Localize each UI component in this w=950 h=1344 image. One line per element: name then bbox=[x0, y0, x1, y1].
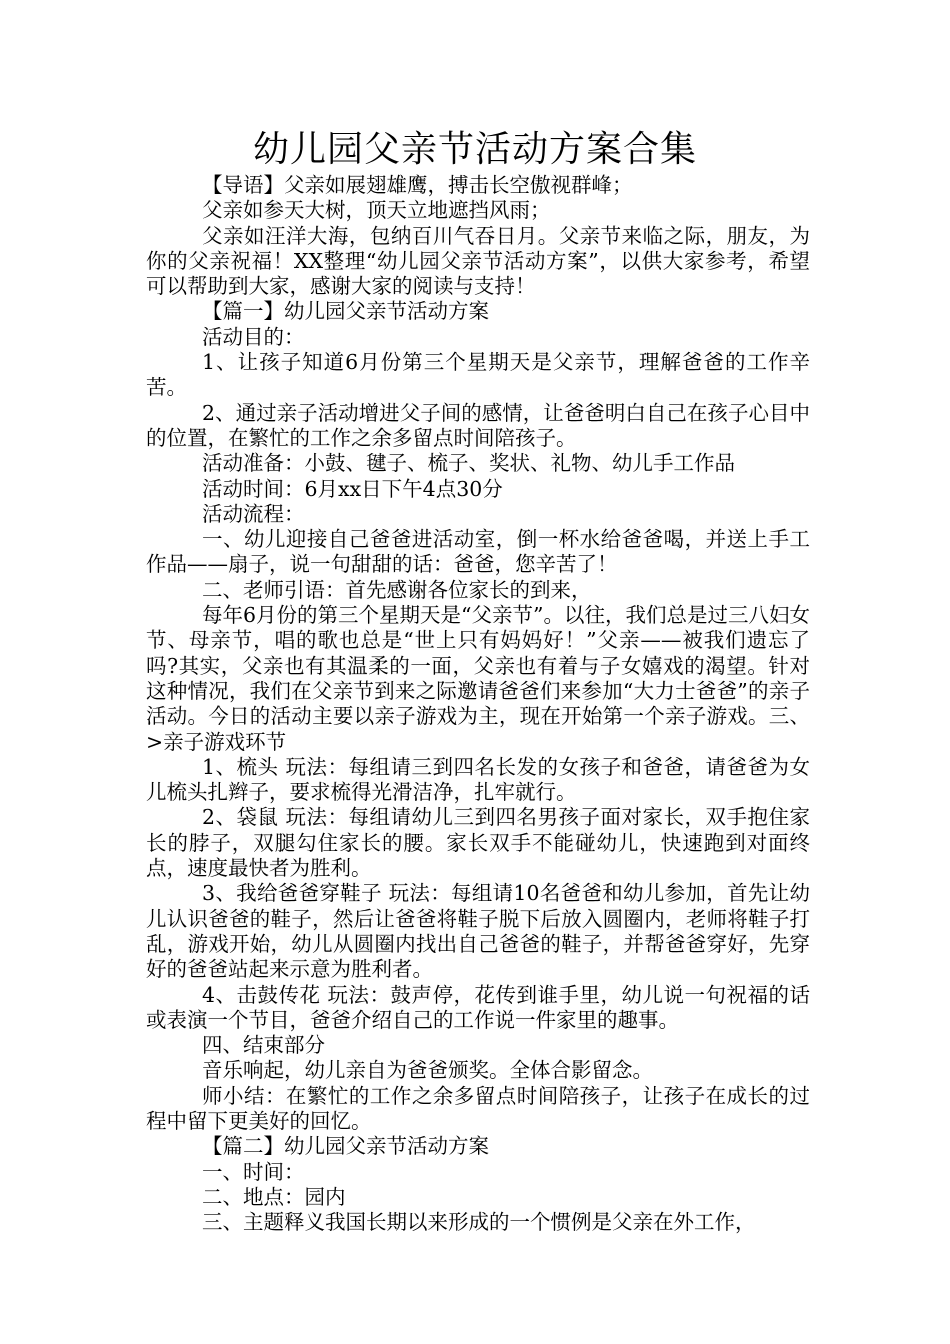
paragraph: 一、幼儿迎接自己爸爸进活动室，倒一杯水给爸爸喝，并送上手工作品——扇子，说一句甜甜的话：爸爸，您辛苦了！ bbox=[146, 527, 810, 577]
paragraph: 四、结束部分 bbox=[202, 1033, 325, 1058]
document-body bbox=[146, 173, 810, 1235]
paragraph: 师小结：在繁忙的工作之余多留点时间陪孩子，让孩子在成长的过程中留下更美好的回忆。 bbox=[146, 1083, 810, 1133]
section-heading: 【篇二】幼儿园父亲节活动方案 bbox=[202, 1134, 489, 1159]
paragraph: 二、地点：园内 bbox=[202, 1184, 346, 1209]
paragraph: 4、击鼓传花 玩法：鼓声停，花传到谁手里，幼儿说一句祝福的话或表演一个节目，爸爸介绍自己的工作说一件家里的趣事。 bbox=[146, 982, 810, 1032]
paragraph: 二、老师引语：首先感谢各位家长的到来， bbox=[202, 577, 592, 602]
section-heading: 【篇一】幼儿园父亲节活动方案 bbox=[202, 299, 489, 324]
document-title: 幼儿园父亲节活动方案合集 bbox=[252, 129, 697, 170]
intro-paragraph: 父亲如汪洋大海，包纳百川气吞日月。父亲节来临之际，朋友，为你的父亲祝福！XX整理“幼儿园父亲节活动方案”，以供大家参考，希望可以帮助到大家，感谢大家的阅读与支持！ bbox=[146, 223, 810, 299]
paragraph: 音乐响起，幼儿亲自为爸爸颁奖。全体合影留念。 bbox=[202, 1058, 653, 1083]
paragraph: 三、主题释义我国长期以来形成的一个惯例是父亲在外工作， bbox=[202, 1210, 756, 1235]
intro-paragraph: 父亲如参天大树，顶天立地遮挡风雨； bbox=[202, 198, 551, 223]
paragraph: 每年6月份的第三个星期天是“父亲节”。以往，我们总是过三八妇女节、母亲节，唱的歌也总是“世上只有妈妈好！”父亲——被我们遗忘了吗?其实，父亲也有其温柔的一面，父亲也有着与子女嬉戏的渴望。针对这种情况，我们在父亲节到来之际邀请爸爸们来参加“大力士爸爸”的亲子活动。今日的活动主要以亲子游戏为主，现在开始第一个亲子游戏。三、>亲子游戏环节 bbox=[146, 603, 811, 754]
paragraph: 3、我给爸爸穿鞋子 玩法：每组请10名爸爸和幼儿参加，首先让幼儿认识爸爸的鞋子，然后让爸爸将鞋子脱下后放入圆圈内，老师将鞋子打乱，游戏开始，幼儿从圆圈内找出自己爸爸的鞋子，并帮爸爸穿好，先穿好的爸爸站起来示意为胜利者。 bbox=[146, 881, 810, 982]
paragraph: 2、通过亲子活动增进父子间的感情，让爸爸明白自己在孩子心目中的位置，在繁忙的工作之余多留点时间陪孩子。 bbox=[146, 400, 810, 450]
paragraph: 活动时间：6月xx日下午4点30分 bbox=[202, 476, 503, 501]
paragraph: 1、梳头 玩法：每组请三到四名长发的女孩子和爸爸，请爸爸为女儿梳头扎辫子，要求梳得光滑洁净，扎牢就行。 bbox=[146, 754, 810, 805]
paragraph: 活动准备：小鼓、毽子、梳子、奖状、礼物、幼儿手工作品 bbox=[202, 451, 735, 476]
paragraph: 活动目的： bbox=[202, 324, 305, 349]
paragraph: 一、时间： bbox=[202, 1159, 305, 1184]
paragraph: 1、让孩子知道6月份第三个星期天是父亲节，理解爸爸的工作辛苦。 bbox=[146, 350, 810, 400]
paragraph: 活动流程： bbox=[202, 501, 305, 526]
paragraph: 2、袋鼠 玩法：每组请幼儿三到四名男孩子面对家长，双手抱住家长的脖子，双腿勾住家长的腰。家长双手不能碰幼儿，快速跑到对面终点，速度最快者为胜利。 bbox=[146, 805, 810, 881]
intro-paragraph: 【导语】父亲如展翅雄鹰，搏击长空傲视群峰； bbox=[202, 173, 633, 197]
